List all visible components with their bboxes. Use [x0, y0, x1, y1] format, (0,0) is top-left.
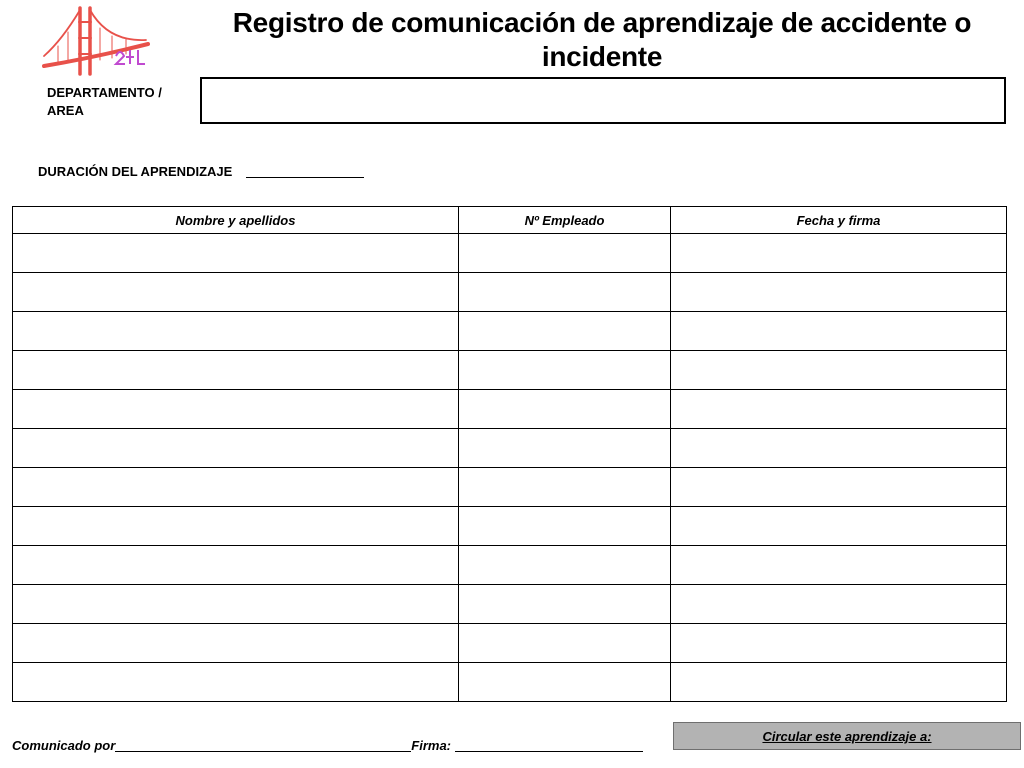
table-row	[13, 585, 1007, 624]
employee-number-cell[interactable]	[459, 273, 671, 312]
date-signature-cell[interactable]	[671, 390, 1007, 429]
date-signature-cell[interactable]	[671, 312, 1007, 351]
name-cell[interactable]	[13, 273, 459, 312]
table-row	[13, 312, 1007, 351]
name-cell[interactable]	[13, 312, 459, 351]
duration-label: DURACIÓN DEL APRENDIZAJE	[38, 164, 233, 179]
date-signature-cell[interactable]	[671, 468, 1007, 507]
table-body	[13, 234, 1007, 702]
footer-communicated-by	[12, 737, 643, 755]
employee-number-cell[interactable]	[459, 663, 671, 702]
column-header-date-signature: Fecha y firma	[671, 207, 1007, 234]
table-row	[13, 624, 1007, 663]
circulate-box	[673, 722, 1021, 750]
table-row	[13, 351, 1007, 390]
golden-gate-bridge-icon	[42, 4, 150, 78]
employee-number-cell[interactable]	[459, 312, 671, 351]
name-cell[interactable]	[13, 507, 459, 546]
name-cell[interactable]	[13, 624, 459, 663]
name-cell[interactable]	[13, 585, 459, 624]
column-header-employee-number: Nº Empleado	[459, 207, 671, 234]
employee-number-cell[interactable]	[459, 546, 671, 585]
department-field[interactable]	[200, 77, 1006, 124]
attendance-table	[12, 206, 1007, 702]
signature-field[interactable]	[455, 737, 643, 752]
employee-number-cell[interactable]	[459, 234, 671, 273]
date-signature-cell[interactable]	[671, 234, 1007, 273]
employee-number-cell[interactable]	[459, 429, 671, 468]
name-cell[interactable]	[13, 663, 459, 702]
name-cell[interactable]	[13, 468, 459, 507]
employee-number-cell[interactable]	[459, 351, 671, 390]
department-label: DEPARTAMENTO / AREA	[47, 85, 162, 118]
table-row	[13, 663, 1007, 702]
employee-number-cell[interactable]	[459, 390, 671, 429]
date-signature-cell[interactable]	[671, 351, 1007, 390]
name-cell[interactable]	[13, 429, 459, 468]
table-row	[13, 546, 1007, 585]
employee-number-cell[interactable]	[459, 585, 671, 624]
date-signature-cell[interactable]	[671, 663, 1007, 702]
table-row	[13, 234, 1007, 273]
date-signature-cell[interactable]	[671, 273, 1007, 312]
date-signature-cell[interactable]	[671, 585, 1007, 624]
date-signature-cell[interactable]	[671, 546, 1007, 585]
communicated-by-label: Comunicado por	[12, 738, 116, 753]
communicated-by-field[interactable]	[115, 737, 411, 752]
table-row	[13, 429, 1007, 468]
column-header-name: Nombre y apellidos	[13, 207, 459, 234]
date-signature-cell[interactable]	[671, 429, 1007, 468]
employee-number-cell[interactable]	[459, 624, 671, 663]
table-row	[13, 273, 1007, 312]
employee-number-cell[interactable]	[459, 468, 671, 507]
name-cell[interactable]	[13, 234, 459, 273]
name-cell[interactable]	[13, 546, 459, 585]
employee-number-cell[interactable]	[459, 507, 671, 546]
duration-row	[38, 163, 364, 181]
table-row	[13, 468, 1007, 507]
table-header-row	[13, 207, 1007, 234]
table-row	[13, 507, 1007, 546]
date-signature-cell[interactable]	[671, 624, 1007, 663]
name-cell[interactable]	[13, 390, 459, 429]
duration-field[interactable]	[246, 163, 364, 178]
circulate-label: Circular este aprendizaje a:	[762, 729, 932, 744]
table-row	[13, 390, 1007, 429]
page-title: Registro de comunicación de aprendizaje de accidente o incidente	[232, 7, 972, 72]
signature-label: Firma:	[411, 738, 452, 753]
date-signature-cell[interactable]	[671, 507, 1007, 546]
name-cell[interactable]	[13, 351, 459, 390]
